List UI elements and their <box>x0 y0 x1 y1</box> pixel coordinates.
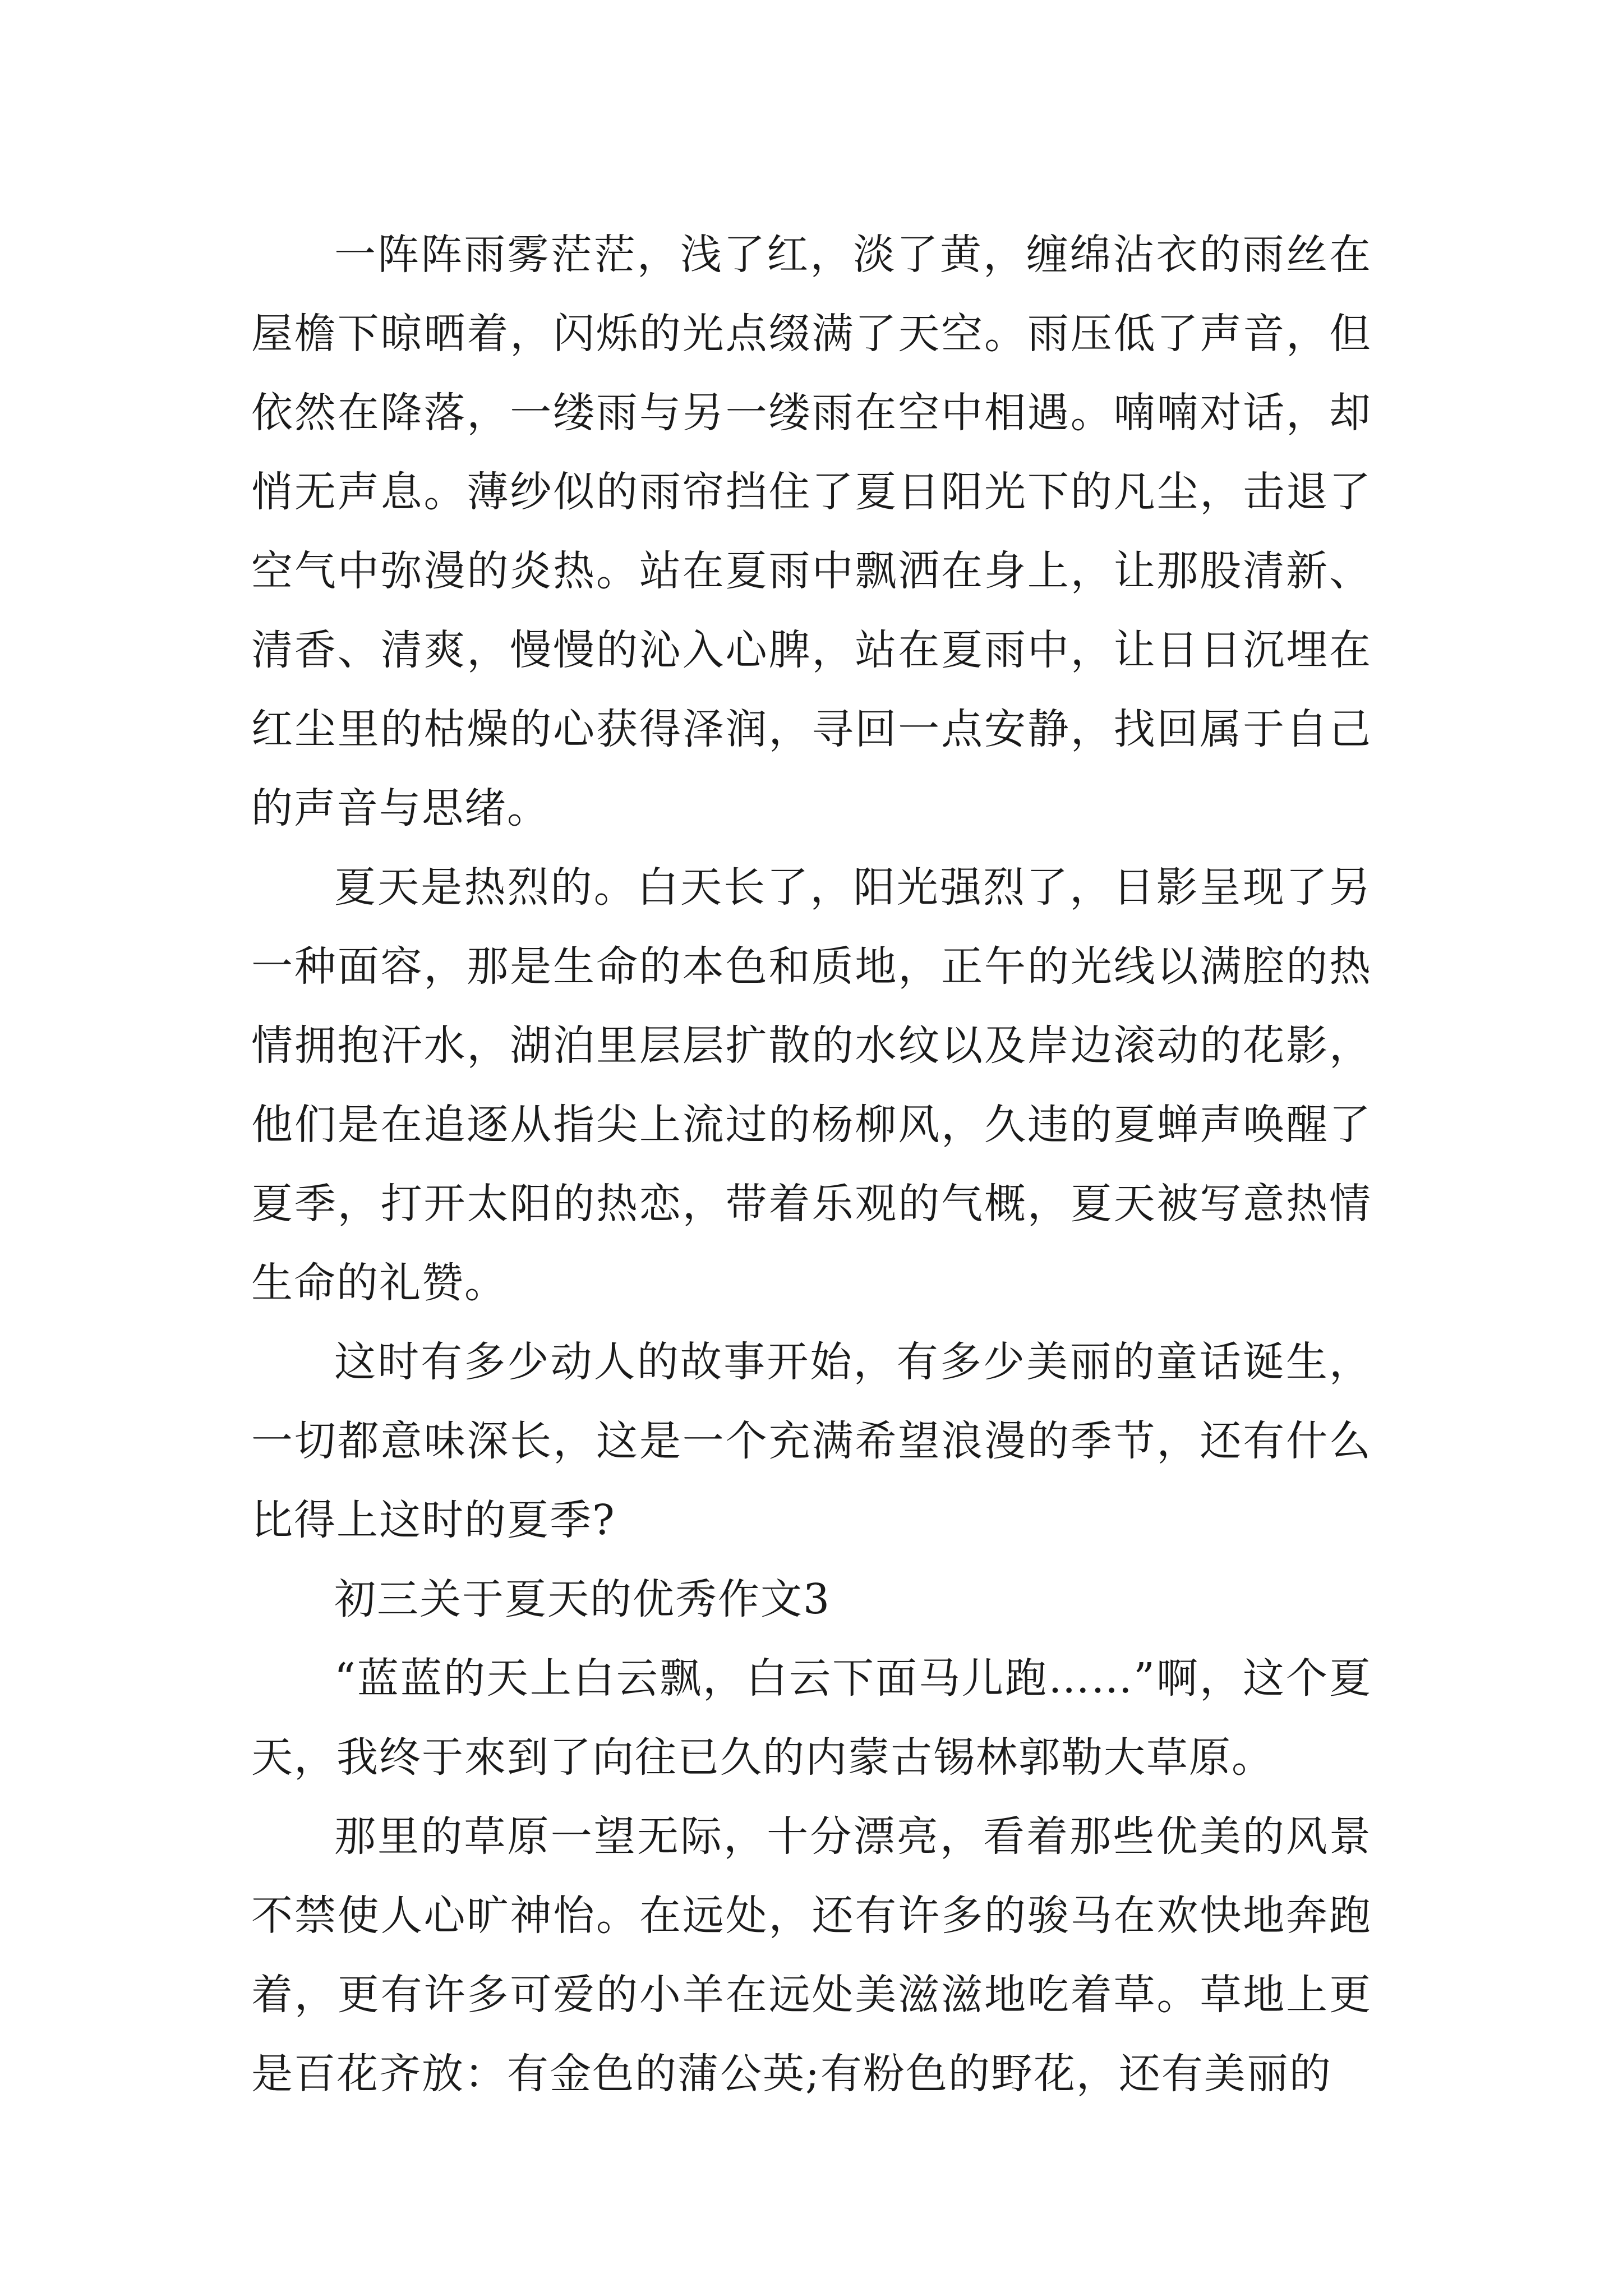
document-body <box>251 215 1372 2114</box>
paragraph-grassland-intro: “蓝蓝的天上白云飘，白云下面马儿跑……”啊，这个夏天，我终于來到了向往已久的内蒙古锡林郭勒大草原。 <box>251 1654 1372 1782</box>
paragraph-summer-rain: 一阵阵雨雾茫茫，浅了红，淡了黄，缠绵沾衣的雨丝在屋檐下晾晒着，闪烁的光点缀满了天空。雨压低了声音，但依然在降落，一缕雨与另一缕雨在空中相遇。喃喃对话，却悄无声息。薄纱似的雨帘挡住了夏日阳光下的凡尘，击退了空气中弥漫的炎热。站在夏雨中飘洒在身上，让那股清新、清香、清爽，慢慢的沁入心脾，站在夏雨中，让日日沉埋在红尘里的枯燥的心获得泽润，寻回一点安静，找回属于自己的声音与思绪。 <box>251 231 1372 832</box>
paragraph-grassland-scene: 那里的草原一望无际，十分漂亮，看着那些优美的风景不禁使人心旷神怡。在远处，还有许多的骏马在欢快地奔跑着，更有许多可爱的小羊在远处美滋滋地吃着草。草地上更是百花齐放：有金色的蒲公英;有粉色的野花，还有美丽的 <box>251 1812 1372 2098</box>
paragraph-summer-heat: 夏天是热烈的。白天长了，阳光强烈了，日影呈现了另一种面容，那是生命的本色和质地，正午的光线以满腔的热情拥抱汗水，湖泊里层层扩散的水纹以及岸边滚动的花影，他们是在追逐从指尖上流过的杨柳风，久违的夏蝉声唤醒了夏季，打开太阳的热恋，带着乐观的气概，夏天被写意热情生命的礼赞。 <box>251 863 1372 1307</box>
essay-heading: 初三关于夏天的优秀作文3 <box>334 1575 831 1623</box>
paragraph-summer-stories: 这时有多少动人的故事开始，有多少美丽的童话诞生，一切都意味深长，这是一个充满希望浪漫的季节，还有什么比得上这时的夏季? <box>251 1338 1372 1544</box>
